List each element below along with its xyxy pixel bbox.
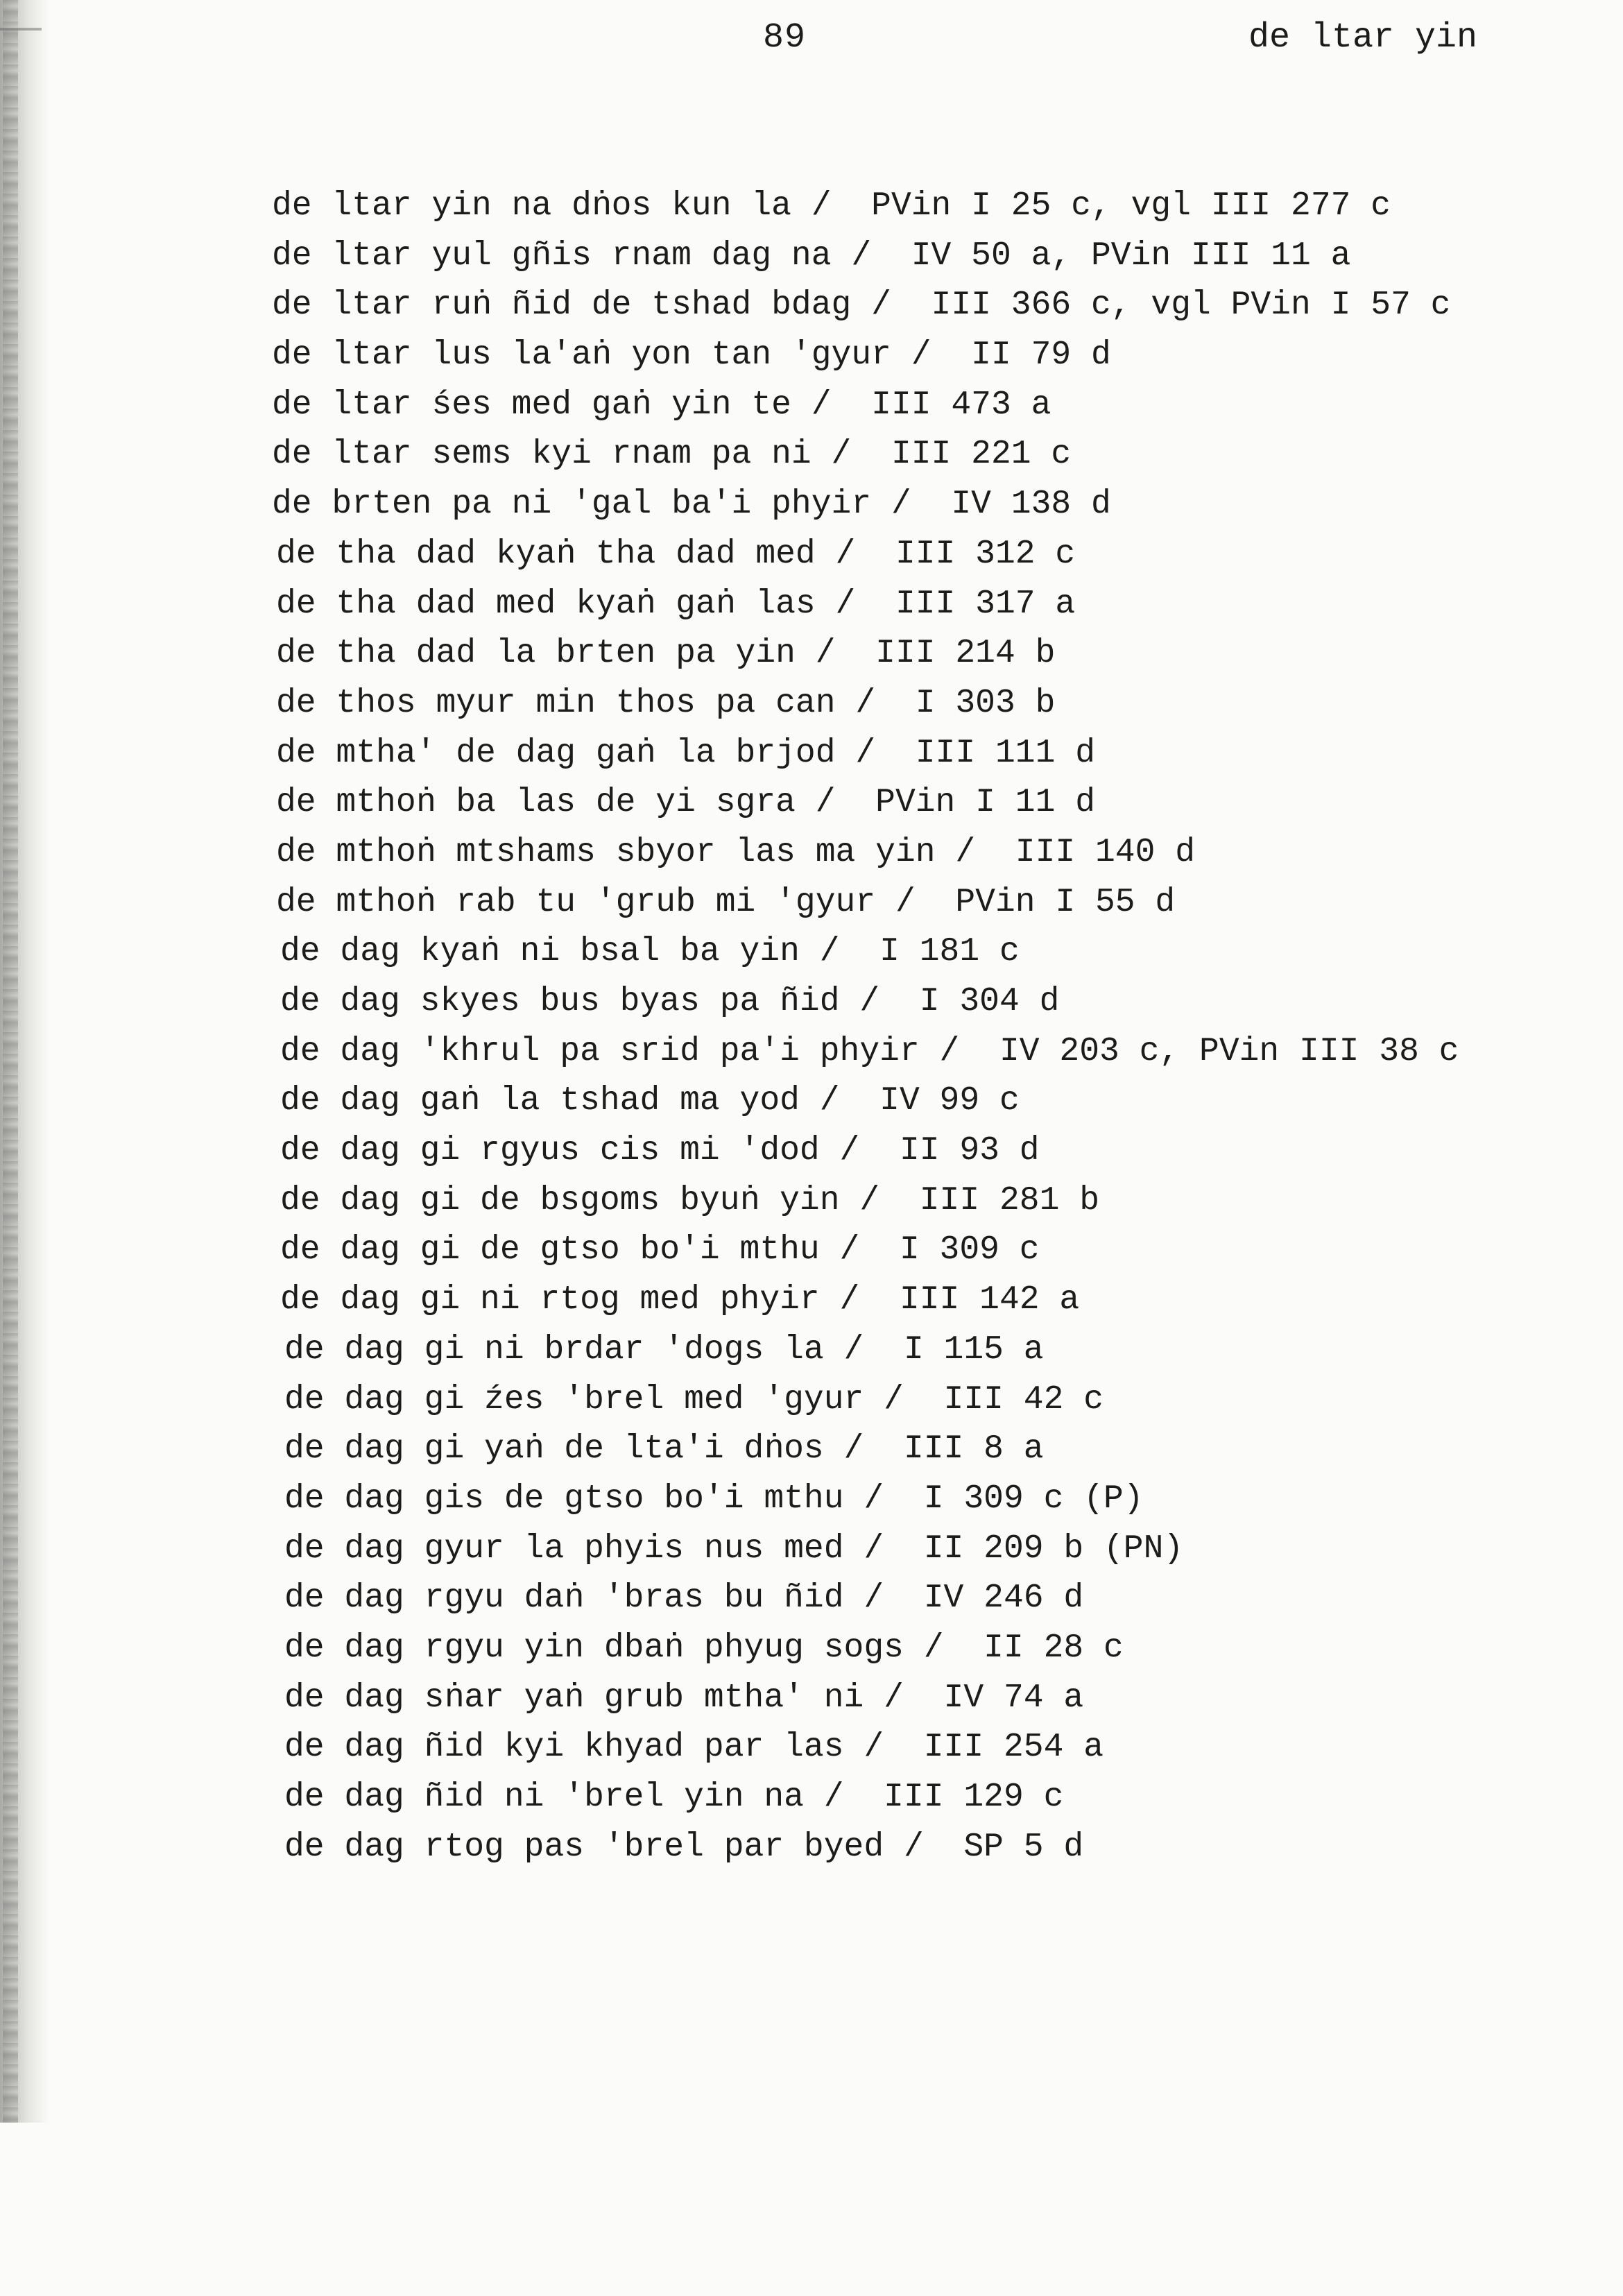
index-entry: de dag rtog pas 'brel par byed / SP 5 d <box>284 1828 1084 1866</box>
index-entry: de mthoṅ rab tu 'grub mi 'gyur / PVin I 55 d <box>276 883 1176 921</box>
index-entry: de dag gi ni rtog med phyir / III 142 a <box>280 1281 1080 1319</box>
index-entry: de dag gi yaṅ de lta'i dṅos / III 8 a <box>284 1430 1044 1468</box>
index-entry: de ltar lus la'aṅ yon tan 'gyur / II 79 d <box>272 336 1111 375</box>
running-head: de ltar yin <box>1248 18 1477 58</box>
index-entry: de ltar yin na dṅos kun la / PVin I 25 c, vgl III 277 c <box>272 187 1391 225</box>
index-entry: de dag ñid ni 'brel yin na / III 129 c <box>284 1779 1064 1816</box>
index-entry-list <box>272 182 1506 1872</box>
index-entry: de ltar sems kyi rnam pa ni / III 221 c <box>272 436 1072 474</box>
index-entry: de dag gi rgyus cis mi 'dod / II 93 d <box>280 1132 1040 1170</box>
index-entry: de mthoṅ ba las de yi sgra / PVin I 11 d <box>276 784 1095 822</box>
index-entry: de ltar ruṅ ñid de tshad bdag / III 366 c, vgl PVin I 57 c <box>272 286 1451 325</box>
index-entry: de dag gis de gtso bo'i mthu / I 309 c (P) <box>284 1480 1144 1518</box>
index-entry: de dag rgyu daṅ 'bras bu ñid / IV 246 d <box>284 1579 1084 1618</box>
index-entry: de thos myur min thos pa can / I 303 b <box>276 684 1056 722</box>
index-entry: de ltar śes med gaṅ yin te / III 473 a <box>272 386 1051 424</box>
page-number: 89 <box>763 18 807 58</box>
index-entry: de tha dad med kyaṅ gaṅ las / III 317 a <box>276 585 1076 623</box>
scan-margin-shadow <box>0 0 49 2123</box>
index-entry: de mtha' de dag gaṅ la brjod / III 111 d <box>276 734 1095 772</box>
index-entry: de mthoṅ mtshams sbyor las ma yin / III 140 d <box>276 833 1196 871</box>
index-entry: de dag skyes bus byas pa ñid / I 304 d <box>280 983 1060 1020</box>
index-entry: de tha dad la brten pa yin / III 214 b <box>276 635 1056 673</box>
index-entry: de dag gi de bsgoms byuṅ yin / III 281 b <box>280 1181 1099 1219</box>
index-entry: de brten pa ni 'gal ba'i phyir / IV 138 d <box>272 486 1111 524</box>
index-entry: de dag sṅar yaṅ grub mtha' ni / IV 74 a <box>284 1679 1084 1717</box>
index-entry: de dag gi de gtso bo'i mthu / I 309 c <box>280 1231 1040 1269</box>
index-entry: de dag rgyu yin dbaṅ phyug sogs / II 28 c <box>284 1629 1124 1667</box>
index-entry: de dag kyaṅ ni bsal ba yin / I 181 c <box>280 933 1020 971</box>
index-entry: de dag gi ni brdar 'dogs la / I 115 a <box>284 1330 1044 1369</box>
index-entry: de dag gaṅ la tshad ma yod / IV 99 c <box>280 1082 1020 1120</box>
index-entry: de dag 'khrul pa srid pa'i phyir / IV 203 c, PVin III 38 c <box>280 1032 1459 1070</box>
index-entry: de dag gi źes 'brel med 'gyur / III 42 c <box>284 1380 1104 1419</box>
index-entry: de ltar yul gñis rnam dag na / IV 50 a, PVin III 11 a <box>272 237 1351 275</box>
index-entry: de dag gyur la phyis nus med / II 209 b (PN) <box>284 1530 1184 1568</box>
index-entry: de dag ñid kyi khyad par las / III 254 a <box>284 1729 1104 1767</box>
index-entry: de tha dad kyaṅ tha dad med / III 312 c <box>276 535 1076 573</box>
